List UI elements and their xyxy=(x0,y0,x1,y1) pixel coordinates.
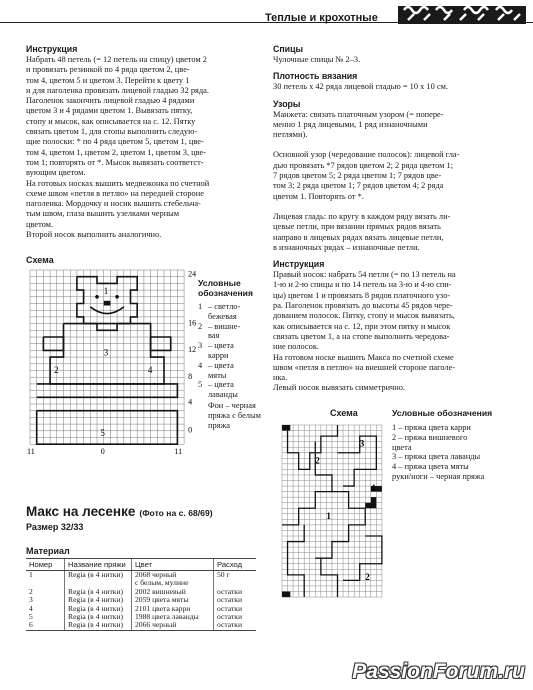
instructions-text xyxy=(26,55,262,240)
pattern-line: Манжета: связать платочным узором (= попере- xyxy=(273,109,444,119)
instruction-line: цветом. xyxy=(26,219,54,229)
legend-number: 1 xyxy=(198,302,203,311)
instruction-line: том 4, цветом 1, цветом 2, цветом 1, цветом 3, цве- xyxy=(26,147,207,157)
legend-number: 3 xyxy=(198,341,203,351)
cell-yarn: Regia (в 4 нитки) xyxy=(65,571,132,588)
instruction-line: как описывается на с. 12, при этом пятку и мысок xyxy=(273,321,451,331)
legend-text: лаванды xyxy=(208,390,238,400)
instruction-line: дованием полосок. Пятку, стопу и мысок вывязать, xyxy=(273,311,455,321)
pattern-line: менно 1 ряд лицевыми, 1 ряд изнаночными xyxy=(273,119,428,129)
cell-color: 2059 цвета мяты xyxy=(132,596,214,604)
cell-number: 5 xyxy=(29,612,33,622)
instruction-line: нка. xyxy=(273,373,288,383)
cuff-band xyxy=(37,411,178,445)
pattern-line: Основной узор (чередование полосок): лицевой гла- xyxy=(273,150,460,160)
cell-usage: остатки xyxy=(214,621,257,630)
table-row xyxy=(26,571,256,588)
cell-color-extra: с белым, мулине xyxy=(135,578,189,588)
legend-text: – цвета xyxy=(208,341,234,351)
legend-item: руки/ноги – черная пряжа xyxy=(392,471,485,481)
instruction-line: цветом 3 и 4 рядами цветом 1. Вывязать пятку, xyxy=(26,106,193,116)
legend-number: 4 xyxy=(198,360,203,370)
needles-text: Чулочные спицы № 2–3. xyxy=(273,55,361,64)
patterns-text xyxy=(273,110,513,254)
table-header-color: Цвет xyxy=(132,559,214,571)
legend-item: 1 – пряжа цвета карри xyxy=(392,423,471,432)
cell-usage: остатки xyxy=(214,605,257,613)
black-cell xyxy=(365,503,376,509)
max-title-block xyxy=(26,503,266,521)
table-header-usage: Расход xyxy=(214,559,257,571)
cell-yarn: Regia (в 4 нитки) xyxy=(65,613,132,621)
table-row xyxy=(26,621,256,630)
stair-outline xyxy=(338,436,377,486)
cell-color: 2066 черный xyxy=(132,621,214,630)
legend-background-text: Фон – черная xyxy=(208,400,256,410)
material-heading: Материал xyxy=(26,546,70,556)
materials-table-wrap xyxy=(26,558,256,631)
instruction-line: связать цветом 1, а на стопе выполнить чередова- xyxy=(273,331,450,341)
instruction-line: На готовых носках вышить медвежонка по счетной xyxy=(26,178,210,188)
materials-table xyxy=(26,558,256,631)
cell-usage: остатки xyxy=(214,596,257,604)
x-tick-label: 11 xyxy=(27,447,35,457)
instruction-line: швом «петля в петлю» на внешней стороне паголе- xyxy=(273,362,456,372)
stair-outline xyxy=(321,558,338,597)
bear-eye xyxy=(115,295,119,299)
legend-text: вая xyxy=(208,331,220,341)
max-legend-title: Условные обозначения xyxy=(392,408,493,418)
pattern-line: Лицевая гладь: по кругу в каждом ряду вязать ли- xyxy=(273,211,451,221)
bear-eye xyxy=(95,295,99,299)
instruction-line: 1-ю и 2-ю спицы и по 14 петель на 3-ю и 4-ю спи- xyxy=(273,280,452,290)
y-tick-label: 24 xyxy=(188,269,196,279)
chart-number: 4 xyxy=(147,364,153,375)
instruction-line: ра. Паголенок провязать до высоты 45 рядов чере- xyxy=(273,301,453,311)
legend-item xyxy=(198,322,278,342)
density-text: 30 петель x 42 ряда лицевой гладью = 10 x 10 см. xyxy=(273,82,449,92)
pattern-line: цевые петли, при вязании прямых рядов вязать xyxy=(273,222,441,232)
legend-number: 2 xyxy=(198,321,203,331)
instruction-line: том 4, цветом 5 и цветом 3. Перейти к цвету 1 xyxy=(26,75,190,85)
instruction-line: Набрать 48 петель (= 12 петель на спицу) цветом 2 xyxy=(26,55,207,64)
instruction-line: цы) цветом 1 и провязать 8 рядов платочного узо- xyxy=(273,290,451,300)
black-cell xyxy=(282,425,290,431)
legend-item xyxy=(198,341,278,361)
cell-yarn: Regia (в 4 нитки) xyxy=(65,605,132,613)
chart-number: 3 xyxy=(359,438,365,449)
chart-number: 5 xyxy=(100,427,105,438)
instruction-line: связать цветом 1, для стопы выполнить следую- xyxy=(26,127,198,137)
max-instructions-text xyxy=(273,270,513,394)
cell-color: 2101 цвета карри xyxy=(132,605,214,613)
max-instructions-heading: Инструкция xyxy=(273,259,325,270)
max-photo-note: (Фото на с. 68/69) xyxy=(139,508,213,518)
instruction-line: и провязать резинкой по 4 ряда цветом 2, цве- xyxy=(26,65,190,75)
legend-item: 2 – пряжа вишневого xyxy=(392,432,468,442)
legend-text: бежевая xyxy=(208,311,237,321)
instruction-line: щие полоски: * по 4 ряда цветом 5, цветом 1, цве- xyxy=(26,137,204,147)
instruction-line: Левый носок вывязать симметрично. xyxy=(273,383,406,393)
table-header-number: Номер xyxy=(26,559,65,571)
legend-title-line2: обозначения xyxy=(198,288,253,298)
cell-usage: остатки xyxy=(214,613,257,621)
stair-outline xyxy=(288,525,305,597)
chart-number: 2 xyxy=(365,571,370,582)
instruction-line: ние полосок. xyxy=(273,342,319,352)
density-heading: Плотность вязания xyxy=(273,71,358,82)
pattern-line: цветом 1. Повторять от *. xyxy=(273,191,364,201)
pattern-line: направо в лицевых рядах вязать лицевые петли, xyxy=(273,232,444,242)
instruction-line: паголенка. Мордочку и носик вышить стебельча- xyxy=(26,199,201,209)
max-scheme-label: Схема xyxy=(330,408,358,418)
cell-color: 2002 вишневый xyxy=(132,588,214,596)
black-cell xyxy=(371,497,377,503)
instruction-line: вующим цветом. xyxy=(26,168,86,178)
x-tick-label: 11 xyxy=(174,447,183,457)
needles-heading: Спицы xyxy=(273,44,303,54)
y-tick-label: 4 xyxy=(188,397,193,407)
legend-text: – цвета xyxy=(208,380,234,390)
black-cell xyxy=(282,592,290,598)
cell-number: 6 xyxy=(26,621,65,630)
bear-chart-grid xyxy=(26,268,196,466)
decorative-header-banner xyxy=(398,2,526,26)
cell-color: 1988 цвета лаванды xyxy=(132,613,214,621)
pattern-line: том 3; 2 ряда цветом 1; 7 рядов цветом 4; 2 ряда xyxy=(273,181,444,191)
cell-yarn: Regia (в 4 нитки) xyxy=(65,596,132,604)
y-tick-label: 8 xyxy=(188,371,193,381)
y-tick-label: 12 xyxy=(188,345,196,355)
pattern-line: петлями). xyxy=(273,130,308,140)
cell-number: 4 xyxy=(29,603,33,613)
legend-number: 5 xyxy=(198,380,203,390)
instruction-line: схеме швом «петля в петлю» на передней стороне xyxy=(26,188,204,198)
chart-number: 2 xyxy=(54,364,59,375)
legend-text: – светло- xyxy=(208,302,241,311)
max-instructions xyxy=(273,44,513,394)
cell-number: 3 xyxy=(29,595,33,605)
pattern-line: в изнаночных рядах – изнаночные петли. xyxy=(273,242,420,252)
legend-text: карри xyxy=(208,350,229,360)
cell-number: 1 xyxy=(29,570,33,579)
pattern-line xyxy=(273,140,513,150)
instruction-line: том 1; повторять от *. Мысок вывязать соответст- xyxy=(26,157,204,167)
legend-item xyxy=(198,361,278,381)
legend-text: – цвета xyxy=(208,360,234,370)
instruction-line: Паголенок закончить лицевой гладью 4 рядами xyxy=(26,96,195,106)
instruction-line: стопу и мысок, как описывается на с. 12. Пятку xyxy=(26,116,196,126)
instructions-heading: Инструкция xyxy=(26,44,78,54)
instruction-line: тым швом, глаза вышить узелками черным xyxy=(26,209,180,219)
chart-number: 4 xyxy=(370,483,376,494)
x-tick-label: 0 xyxy=(100,447,105,457)
chart-number: 2 xyxy=(315,455,320,466)
bear-instructions xyxy=(26,44,262,240)
pattern-line xyxy=(273,202,513,212)
cell-usage: остатки xyxy=(214,588,257,596)
legend-item: 3 – пряжа цвета лаванды xyxy=(392,452,481,462)
stair-outline xyxy=(282,442,332,525)
instruction-line: Второй носок выполнить аналогично. xyxy=(26,230,162,240)
legend-text: мяты xyxy=(208,370,227,380)
watermark: PassionForum.ru xyxy=(352,660,525,683)
bear-scheme-label: Схема xyxy=(26,255,54,265)
legend-title-line1: Условные xyxy=(198,278,241,288)
bear-nose xyxy=(104,301,111,306)
page-header-title: Теплые и крохотные xyxy=(265,12,378,24)
legend-background-text: пряжа с белым xyxy=(208,410,261,420)
chart-number: 1 xyxy=(103,285,109,296)
y-tick-label: 0 xyxy=(188,425,193,435)
legend-item: 4 – пряжа цвета мяты xyxy=(392,462,469,472)
legend-background-text: пряжа xyxy=(208,420,231,430)
legend-text: – вишне- xyxy=(208,321,241,331)
cell-number: 2 xyxy=(29,586,33,596)
patterns-heading: Узоры xyxy=(273,98,301,109)
legend-item xyxy=(198,302,278,322)
max-size: Размер 32/33 xyxy=(26,522,84,532)
chart-number: 3 xyxy=(103,347,109,358)
max-chart-grid xyxy=(281,424,385,600)
max-legend xyxy=(392,423,527,482)
bear-legend xyxy=(198,278,278,430)
chart-number: 1 xyxy=(326,510,331,521)
pattern-line: дью провязать *7 рядов цветом 2; 2 ряда цветом 1; xyxy=(273,160,454,170)
pattern-line: 7 рядов цветом 5; 2 ряда цветом 1; 7 рядов цве- xyxy=(273,171,442,181)
cell-color: 2068 черный с белым, мулине xyxy=(132,571,214,588)
instruction-line: На готовом носке вышить Макса по счетной схеме xyxy=(273,352,454,362)
legend-item: цвета xyxy=(392,442,412,452)
instruction-line: и для паголенка провязать лицевой гладью 32 ряда. xyxy=(26,85,209,95)
cell-yarn: Regia (в 4 нитки) xyxy=(65,621,132,630)
cell-usage: 50 г xyxy=(214,571,257,588)
y-tick-label: 16 xyxy=(188,318,196,328)
instruction-line: Правый носок: набрать 54 петли (= по 13 петель на xyxy=(273,270,456,280)
cell-yarn: Regia (в 4 нитки) xyxy=(65,588,132,596)
legend-item xyxy=(198,380,278,400)
table-header-yarn: Название пряжи xyxy=(65,559,132,571)
max-title: Макс на лесенке xyxy=(26,504,136,519)
